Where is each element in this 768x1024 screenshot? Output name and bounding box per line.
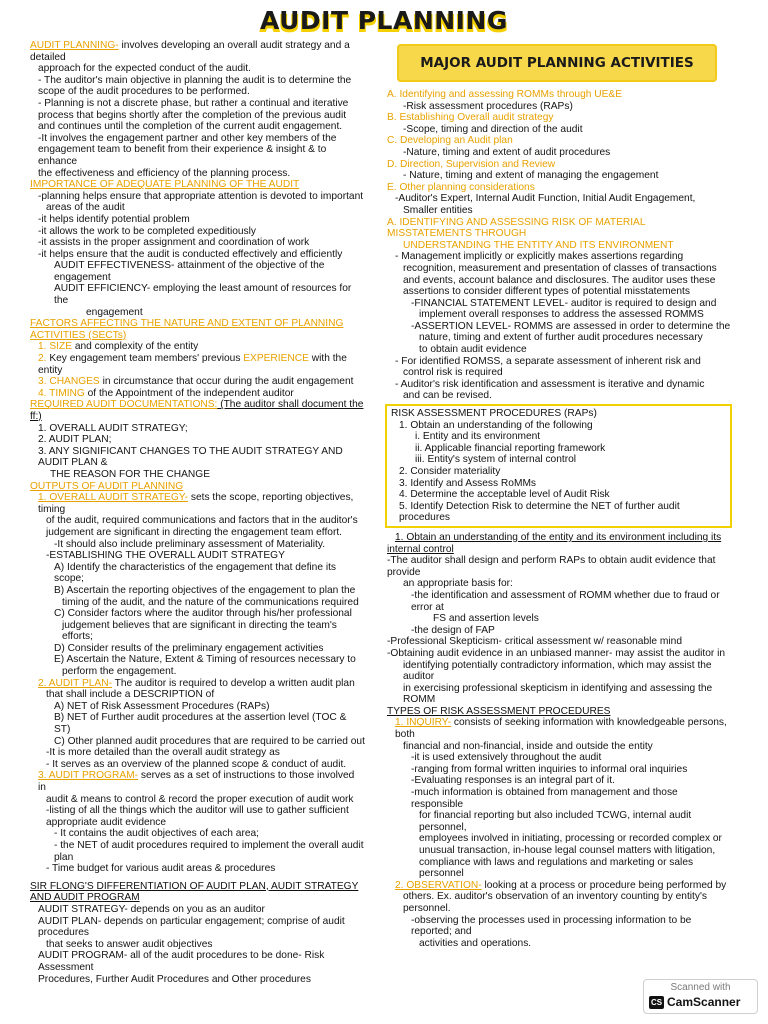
- scanned-with-text: Scanned with: [670, 982, 731, 993]
- text-line: - Planning is not a discrete phase, but rather a continual and iterative: [38, 97, 349, 109]
- text-line: of the Appointment of the independent auditor: [84, 387, 294, 399]
- type-item: [387, 717, 732, 740]
- major-activities-banner: [397, 44, 717, 82]
- factor-number: 2.: [38, 353, 47, 365]
- factor-item: [30, 376, 365, 388]
- factor-item: [30, 341, 365, 353]
- text-line: and complexity of the entity: [72, 341, 199, 353]
- text-line: -it helps ensure that the audit is conducted effectively and efficiently: [38, 248, 343, 260]
- required-docs-note: (The auditor shall document the ff:): [30, 399, 364, 422]
- outputs-heading: OUTPUTS OF AUDIT PLANNING: [30, 480, 184, 492]
- text-line: C) Consider factors where the auditor through his/her professional: [54, 608, 352, 620]
- activity-heading: E. Other planning considerations: [387, 181, 535, 193]
- text-line: serves as a set of instructions to those involved in: [38, 770, 355, 793]
- text-line: -FINANCIAL STATEMENT LEVEL- auditor is required to design and: [411, 297, 717, 309]
- text-line: engagement: [86, 306, 143, 318]
- text-line: in exercising professional skepticism in identifying and assessing the ROMM: [403, 682, 713, 706]
- left-column: [30, 40, 365, 985]
- text-line: that seeks to answer audit objectives: [46, 938, 213, 950]
- text-line: to obtain audit evidence: [419, 344, 527, 356]
- text-line: -ranging from formal written inquiries to informal oral inquiries: [411, 763, 688, 775]
- factor-keyword: SIZE: [49, 341, 72, 353]
- text-line: -The auditor shall design and perform RAPs to obtain audit evidence that provide: [387, 555, 716, 578]
- text-line: A) Identify the characteristics of the engagement that define its scope;: [54, 561, 337, 585]
- output-item: [30, 492, 365, 515]
- text-line: activities and operations.: [419, 937, 532, 949]
- text-line: A) NET of Risk Assessment Procedures (RAPs): [54, 700, 270, 712]
- output-title: 3. AUDIT PROGRAM-: [38, 770, 139, 782]
- text-line: perform the engagement.: [62, 666, 177, 678]
- required-docs-heading: [30, 399, 365, 422]
- text-line: 2. AUDIT PLAN;: [38, 434, 112, 446]
- factor-keyword: CHANGES: [49, 376, 100, 388]
- banner-text: MAJOR AUDIT PLANNING ACTIVITIES: [420, 55, 694, 71]
- text-line: B) Ascertain the reporting objectives of the engagement to plan the: [54, 584, 356, 596]
- text-line: areas of the audit: [46, 202, 125, 214]
- text-line: control risk is required: [403, 367, 503, 379]
- text-line: -much information is obtained from management and those responsible: [411, 787, 678, 810]
- text-line: AUDIT STRATEGY- depends on you as an auditor: [38, 903, 265, 915]
- right-column: [387, 89, 732, 949]
- text-line: - Auditor's risk identification and assessment is iterative and dynamic: [395, 378, 705, 390]
- page-title: [0, 6, 768, 35]
- text-line: AUDIT PROGRAM- all of the audit procedures to be done- Risk Assessment: [38, 950, 325, 973]
- text-line: and can be revised.: [403, 390, 492, 402]
- text-line: AUDIT EFFICIENCY- employing the least amount of resources for the: [54, 283, 352, 307]
- text-line: employees involved in initiating, processing or recorded complex or: [419, 833, 722, 845]
- text-line: iii. Entity's system of internal control: [415, 454, 577, 466]
- text-line: financial and non-financial, inside and outside the entity: [403, 740, 653, 752]
- rap-box: [385, 404, 732, 528]
- text-line: nature, timing and extent of further audit procedures necessary: [419, 332, 703, 344]
- factor-number: 4.: [38, 387, 47, 399]
- text-line: timing of the audit, and the nature of the communications required: [62, 596, 359, 608]
- text-line: Procedures, Further Audit Procedures and Other procedures: [38, 973, 311, 985]
- text-line: -Obtaining audit evidence in an unbiased manner- may assist the auditor in: [387, 647, 726, 659]
- romm-heading: UNDERSTANDING THE ENTITY AND ITS ENVIRONMENT: [403, 239, 674, 251]
- types-heading: TYPES OF RISK ASSESSMENT PROCEDURES: [387, 705, 611, 717]
- text-line: for financial reporting but also included TCWG, internal audit personnel,: [419, 810, 692, 833]
- text-line: THE REASON FOR THE CHANGE: [50, 468, 211, 480]
- text-line: others. Ex. auditor's observation of an inventory counting by entity's: [403, 891, 708, 903]
- factor-number: 3.: [38, 376, 47, 388]
- text-line: - It serves as an overview of the planned scope & conduct of audit.: [46, 758, 347, 770]
- text-line: B) NET of Further audit procedures at the assertion level (TOC & ST): [54, 712, 347, 736]
- text-line: of the audit, required communications and factors that in the auditor's: [46, 515, 358, 527]
- factors-heading: FACTORS AFFECTING THE NATURE AND EXTENT OF PLANNING ACTIVITIES (SECTs): [30, 318, 344, 341]
- camscanner-text: CamScanner: [667, 995, 741, 1009]
- text-line: -Auditor's Expert, Internal Audit Function, Initial Audit Engagement,: [395, 193, 696, 205]
- text-line: -ASSERTION LEVEL- ROMMS are assessed in order to determine the: [411, 320, 731, 332]
- differentiation-heading: SIR FLONG'S DIFFERENTIATION OF AUDIT PLAN, AUDIT STRATEGY AND AUDIT PROGRAM: [30, 880, 359, 904]
- text-line: - the NET of audit procedures required to implement the overall audit plan: [54, 839, 364, 863]
- text-line: -It involves the engagement partner and other key members of the: [38, 132, 337, 144]
- text-line: 4. Determine the acceptable level of Audit Risk: [399, 489, 610, 501]
- text-line: 3. ANY SIGNIFICANT CHANGES TO THE AUDIT STRATEGY AND AUDIT PLAN &: [38, 445, 343, 469]
- text-line: sets the scope, reporting objectives, timing: [38, 492, 354, 515]
- text-line: Key engagement team members' previous: [49, 353, 244, 365]
- text-line: -It should also include preliminary assessment of Materiality.: [54, 538, 326, 550]
- text-line: - It contains the audit objectives of each area;: [54, 828, 260, 840]
- text-line: engagement team to benefit from their experience & insight & to enhance: [38, 144, 327, 167]
- text-line: i. Entity and its environment: [415, 431, 541, 443]
- text-line: - Nature, timing and extent of managing the engagement: [403, 170, 659, 182]
- text-line: 3. Identify and Assess RoMMs: [399, 477, 537, 489]
- text-line: -it helps identify potential problem: [38, 213, 190, 225]
- audit-planning-heading: AUDIT PLANNING-: [30, 40, 119, 51]
- text-line: personnel.: [403, 902, 451, 914]
- text-line: 1. Obtain an understanding of the following: [399, 419, 593, 431]
- type-title: 1. INQUIRY-: [395, 717, 452, 729]
- text-line: - Time budget for various audit areas & procedures: [46, 863, 276, 875]
- text-line: audit & means to control & record the proper execution of audit work: [46, 793, 354, 805]
- text-line: C) Other planned audit procedures that are required to be carried out: [54, 735, 365, 747]
- output-title: 2. AUDIT PLAN-: [38, 677, 112, 689]
- text-line: FS and assertion levels: [433, 613, 539, 625]
- text-line: AUDIT PLAN- depends on particular engagement; comprise of audit procedures: [38, 915, 345, 939]
- type-item: [387, 880, 732, 892]
- text-line: approach for the expected conduct of the audit.: [38, 63, 251, 75]
- factor-number: 1.: [38, 341, 47, 353]
- factor-item: [30, 353, 365, 376]
- text-line: -ESTABLISHING THE OVERALL AUDIT STRATEGY: [46, 550, 285, 562]
- text-line: 5. Identify Detection Risk to determine the NET of further audit procedures: [399, 500, 680, 524]
- text-line: in circumstance that occur during the audit engagement: [99, 376, 354, 388]
- text-line: identifying potentially contradictory information, which may assist the auditor: [403, 659, 712, 683]
- obtain-understanding-heading: internal control: [387, 543, 454, 555]
- text-line: -it assists in the proper assignment and coordination of work: [38, 237, 310, 249]
- factor-keyword: EXPERIENCE: [243, 353, 309, 365]
- text-line: -listing of all the things which the auditor will use to gather sufficient: [46, 805, 349, 817]
- factor-keyword: TIMING: [49, 387, 85, 399]
- text-line: judgement believes that are significant in directing the team's efforts;: [62, 619, 337, 643]
- text-line: and events, account balance and disclosures. The auditor uses these: [403, 274, 716, 286]
- text-line: consists of seeking information with knowledgeable persons, both: [395, 717, 727, 741]
- text-line: -Risk assessment procedures (RAPs): [403, 100, 573, 112]
- text-line: -it allows the work to be completed expeditiously: [38, 225, 257, 237]
- planning-def: [30, 40, 365, 63]
- text-line: that shall include a DESCRIPTION of: [46, 689, 215, 701]
- text-line: AUDIT EFFECTIVENESS- attainment of the objective of the engagement: [54, 260, 325, 283]
- text-line: -the identification and assessment of ROMM whether due to fraud or error at: [411, 589, 720, 613]
- text-line: - For identified ROMSS, a separate assessment of inherent risk and: [395, 355, 701, 367]
- text-line: Smaller entities: [403, 204, 473, 216]
- type-title: 2. OBSERVATION-: [395, 879, 482, 891]
- output-title: 1. OVERALL AUDIT STRATEGY-: [38, 492, 189, 504]
- text-line: -the design of FAP: [411, 624, 495, 636]
- text-line: judgement are significant in directing the engagement team effort.: [46, 526, 342, 538]
- text-line: and continues until the completion of the current audit engagement.: [38, 121, 343, 133]
- text-line: assertions to consider different types of potential misstatements: [403, 286, 690, 298]
- text-line: - Management implicitly or explicitly makes assertions regarding: [395, 251, 684, 263]
- text-line: scope of the audit procedures to be performed.: [38, 86, 250, 98]
- text-line: recognition, measurement and presentation of classes of transactions: [403, 262, 717, 274]
- text-line: with the entity: [38, 353, 347, 376]
- text-line: involves developing an overall audit strategy and a detailed: [30, 40, 350, 63]
- text-line: E) Ascertain the Nature, Extent & Timing of resources necessary to: [54, 654, 356, 666]
- importance-heading: IMPORTANCE OF ADEQUATE PLANNING OF THE AUDIT: [30, 179, 300, 191]
- activity-heading: C. Developing an Audit plan: [387, 135, 513, 147]
- text-line: unusual transaction, in-house legal counsel matters with litigation,: [419, 845, 716, 856]
- text-line: implement overall responses to address the assessed ROMMS: [419, 309, 704, 321]
- text-line: compliance with laws and regulations and marketing or sales personnel: [419, 856, 694, 880]
- text-line: 1. OVERALL AUDIT STRATEGY;: [38, 422, 188, 434]
- text-line: D) Consider results of the preliminary engagement activities: [54, 642, 324, 654]
- text-line: appropriate audit evidence: [46, 816, 167, 828]
- text-line: 2. Consider materiality: [399, 466, 501, 477]
- text-line: -Professional Skepticism- critical assessment w/ reasonable mind: [387, 636, 682, 648]
- text-line: -Scope, timing and direction of the audit: [403, 123, 583, 135]
- activity-heading: B. Establishing Overall audit strategy: [387, 112, 554, 124]
- camscanner-logo-icon: CS: [650, 998, 663, 1007]
- text-line: - The auditor's main objective in planning the audit is to determine the: [38, 74, 352, 86]
- output-item: [30, 770, 365, 793]
- obtain-understanding-heading: 1. Obtain an understanding of the entity and its environment including its: [395, 531, 722, 543]
- text-line: -planning helps ensure that appropriate attention is devoted to important: [38, 190, 364, 202]
- text-line: -observing the processes used in processing information to be reported; and: [411, 914, 692, 938]
- text-line: looking at a process or procedure being performed by: [481, 879, 727, 891]
- page-title-text: AUDIT PLANNING: [260, 6, 508, 35]
- text-line: the effectiveness and efficiency of the planning process.: [38, 167, 291, 179]
- text-line: -it is used extensively throughout the audit: [411, 752, 602, 764]
- romm-heading: A. IDENTIFYING AND ASSESSING RISK OF MATERIAL MISSTATEMENTS THROUGH: [387, 216, 646, 240]
- text-line: -Nature, timing and extent of audit procedures: [403, 146, 611, 158]
- text-line: process that begins shortly after the completion of the previous audit: [38, 109, 347, 121]
- factor-item: [30, 388, 365, 400]
- text-line: -Evaluating responses is an integral part of it.: [411, 775, 615, 787]
- output-item: [30, 678, 365, 690]
- rap-heading: RISK ASSESSMENT PROCEDURES (RAPs): [391, 408, 597, 420]
- activity-heading: A. Identifying and assessing ROMMs through UE&E: [387, 89, 622, 100]
- text-line: an appropriate basis for:: [403, 578, 513, 590]
- text-line: ii. Applicable financial reporting framework: [415, 442, 606, 454]
- camscanner-watermark: [643, 979, 758, 1014]
- required-docs-title: REQUIRED AUDIT DOCUMENTATIONS:: [30, 399, 218, 411]
- text-line: -It is more detailed than the overall audit strategy as: [46, 747, 280, 759]
- activity-heading: D. Direction, Supervision and Review: [387, 158, 556, 170]
- text-line: The auditor is required to develop a written audit plan: [111, 677, 355, 689]
